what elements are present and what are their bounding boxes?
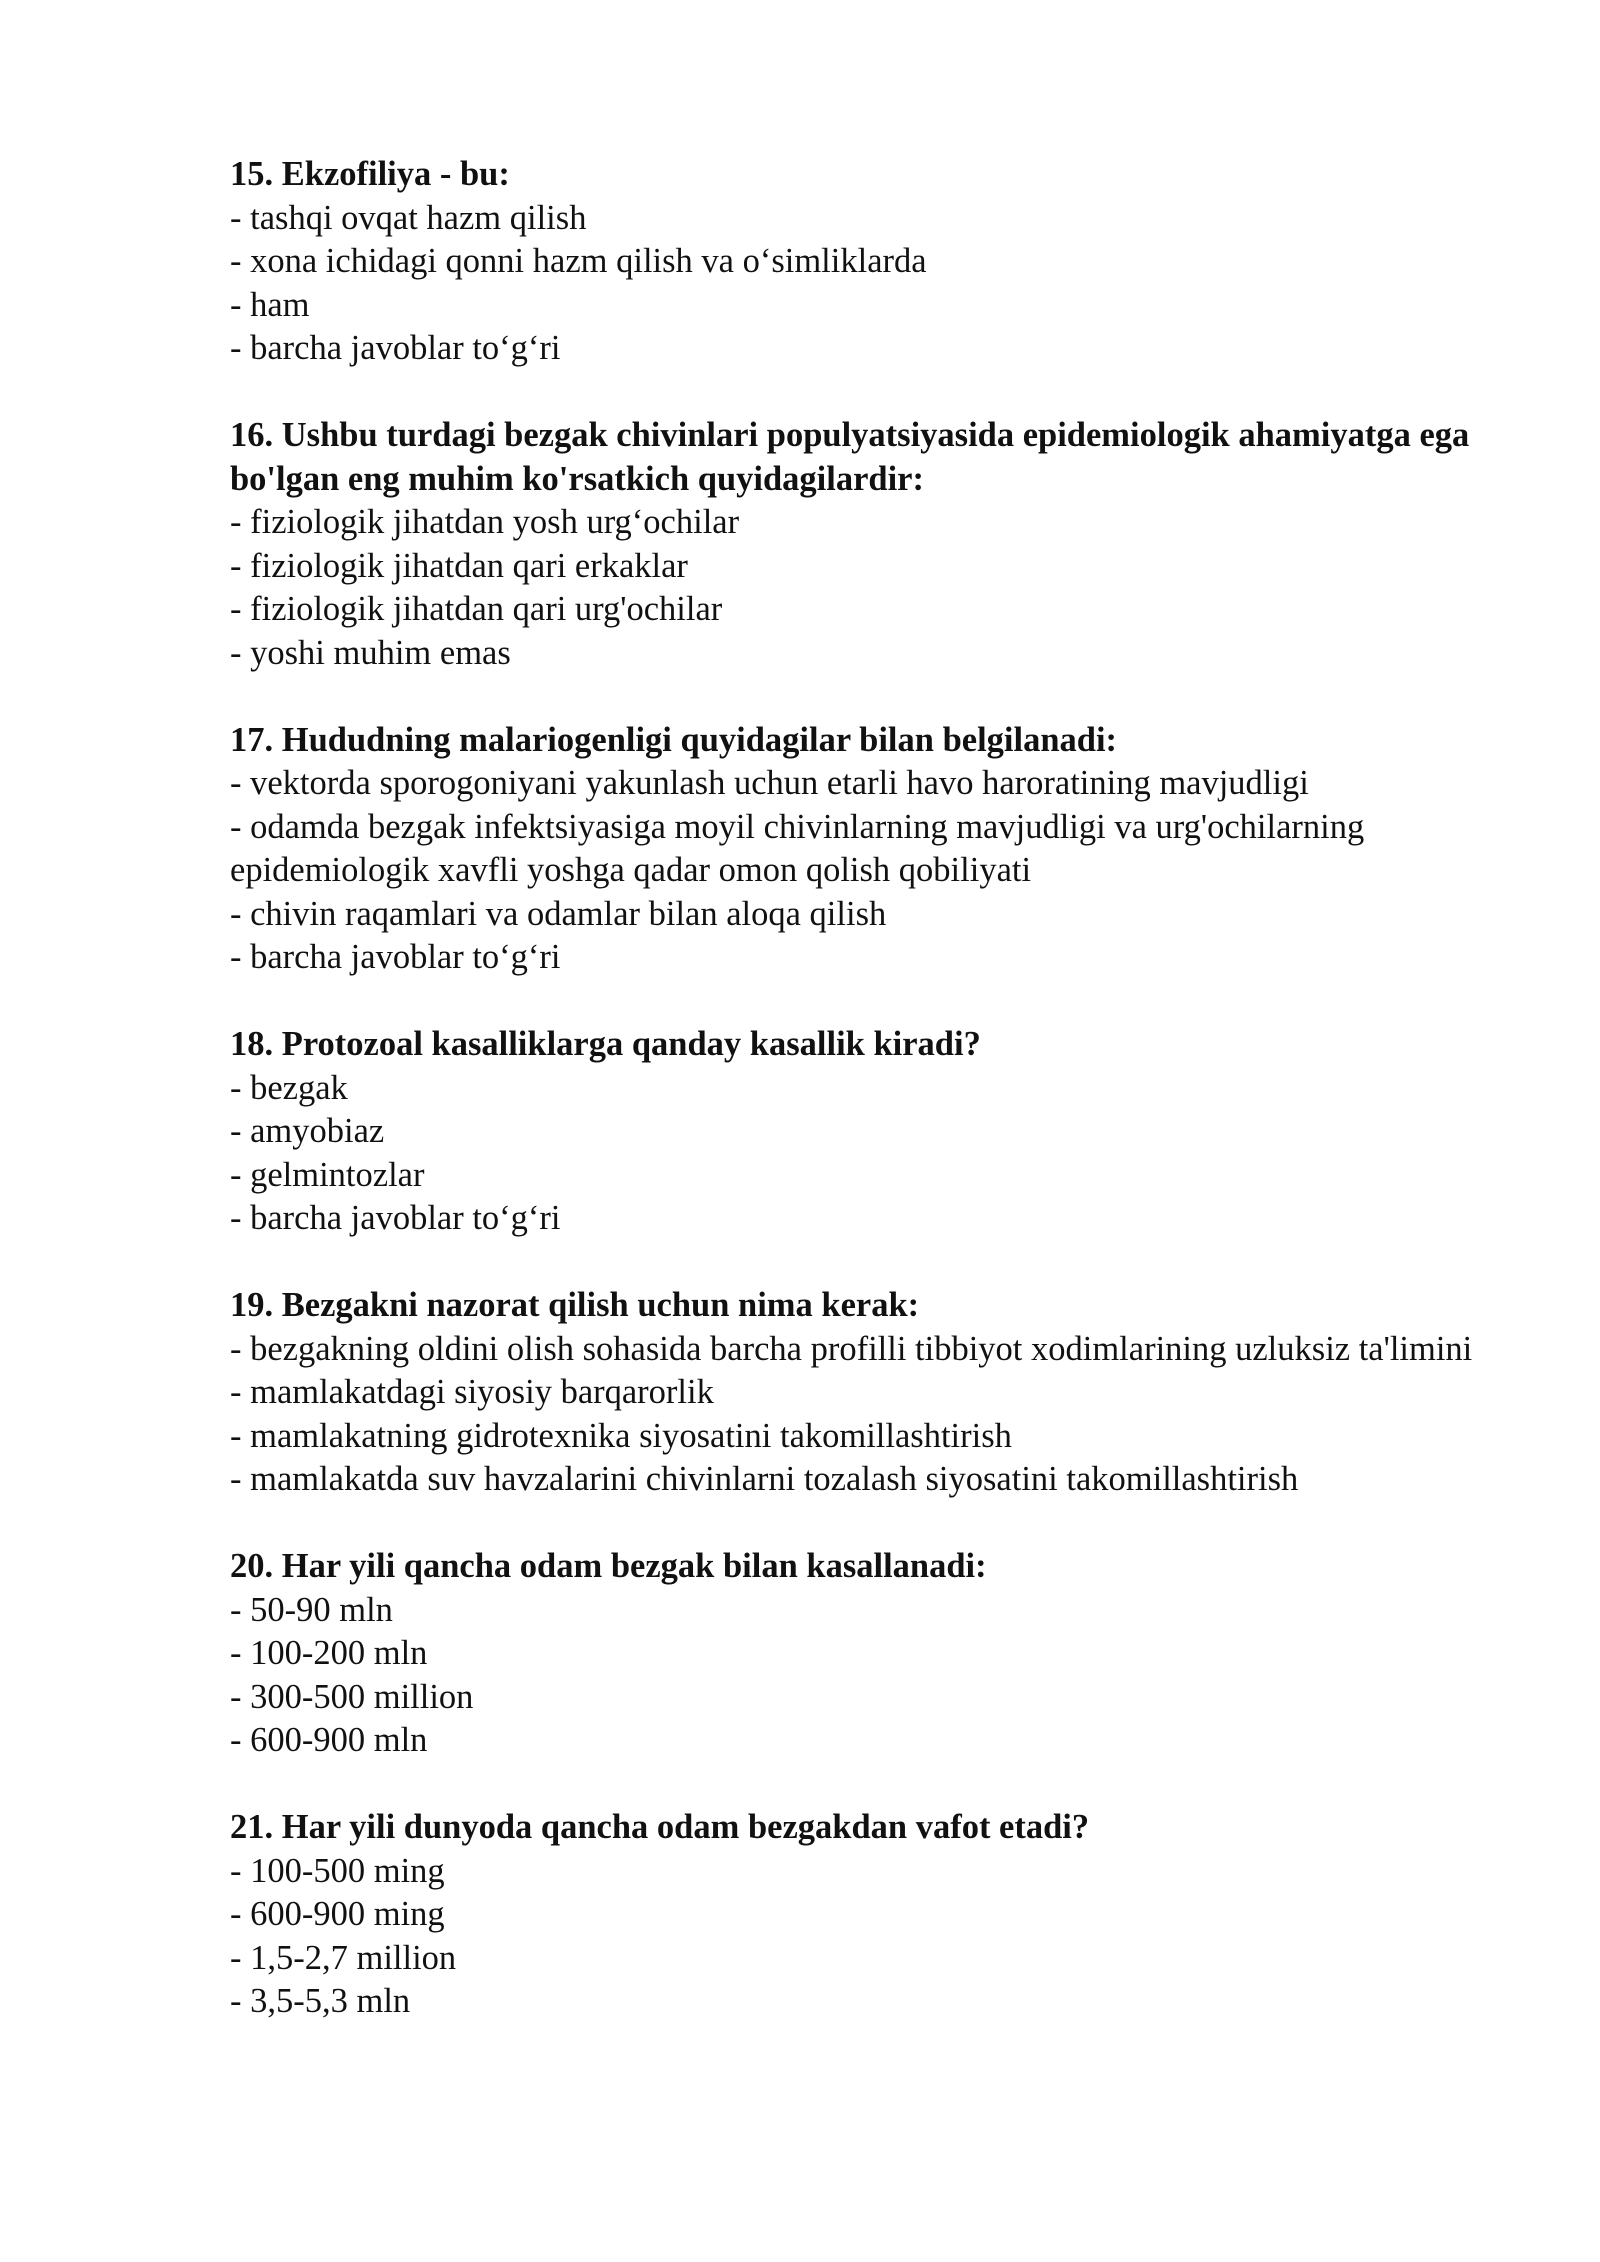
question-15: [230, 153, 1490, 371]
answer-option: - ham: [230, 285, 310, 324]
answer-option: - bezgakning oldini olish sohasida barcha profilli tibbiyot xodimlarining uzluksiz ta'limini: [230, 1329, 1473, 1368]
question-19: [230, 1284, 1490, 1502]
answer-option: - mamlakatning gidrotexnika siyosatini takomillashtirish: [230, 1416, 1012, 1455]
question-title: 16. Ushbu turdagi bezgak chivinlari populyatsiyasida epidemiologik ahamiyatga ega bo'lgan eng muhim ko'rsatkich quyidagilardir:: [230, 416, 1470, 498]
answer-option: - 100-500 ming: [230, 1851, 445, 1890]
question-20: [230, 1545, 1490, 1763]
question-title: 21. Har yili dunyoda qancha odam bezgakdan vafot etadi?: [230, 1808, 1090, 1846]
answer-option: - barcha javoblar to‘g‘ri: [230, 1199, 561, 1237]
answer-option: - odamda bezgak infektsiyasiga moyil chivinlarning mavjudligi va urg'ochilarning epidemiologik xavfli yoshga qadar omon qolish qobiliyati: [230, 807, 1365, 889]
answer-option: - mamlakatda suv havzalarini chivinlarni tozalash siyosatini takomillashtirish: [230, 1460, 1299, 1498]
answer-option: - fiziologik jihatdan qari erkaklar: [230, 546, 688, 585]
document-page: [230, 153, 1490, 2067]
question-18: [230, 1023, 1490, 1241]
answer-option: - gelmintozlar: [230, 1155, 425, 1194]
answer-option: - 600-900 ming: [230, 1895, 445, 1933]
answer-option: - fiziologik jihatdan qari urg'ochilar: [230, 590, 723, 628]
question-title: 18. Protozoal kasalliklarga qanday kasallik kiradi?: [230, 1025, 981, 1063]
question-17: [230, 719, 1490, 980]
answer-option: - xona ichidagi qonni hazm qilish va o‘simliklarda: [230, 242, 927, 280]
answer-option: - 3,5-5,3 mln: [230, 1982, 411, 2020]
answer-option: - chivin raqamlari va odamlar bilan aloqa qilish: [230, 894, 887, 933]
answer-option: - 300-500 million: [230, 1677, 474, 1716]
answer-option: - vektorda sporogoniyani yakunlash uchun etarli havo haroratining mavjudligi: [230, 764, 1309, 802]
answer-option: - 100-200 mln: [230, 1634, 428, 1672]
question-title: 17. Hududning malariogenligi quyidagilar bilan belgilanadi:: [230, 720, 1118, 759]
answer-option: - amyobiaz: [230, 1112, 385, 1150]
answer-option: - 50-90 mln: [230, 1590, 393, 1629]
answer-option: - 600-900 mln: [230, 1721, 428, 1759]
question-21: [230, 1806, 1490, 2024]
question-title: 19. Bezgakni nazorat qilish uchun nima kerak:: [230, 1286, 920, 1324]
question-title: 20. Har yili qancha odam bezgak bilan kasallanadi:: [230, 1547, 987, 1585]
answer-option: - bezgak: [230, 1068, 348, 1107]
question-16: [230, 414, 1490, 675]
answer-option: - tashqi ovqat hazm qilish: [230, 198, 587, 237]
answer-option: - yoshi muhim emas: [230, 633, 511, 672]
question-title: 15. Ekzofiliya - bu:: [230, 155, 510, 193]
answer-option: - mamlakatdagi siyosiy barqarorlik: [230, 1373, 714, 1411]
answer-option: - fiziologik jihatdan yosh urg‘ochilar: [230, 503, 740, 541]
answer-option: - barcha javoblar to‘g‘ri: [230, 938, 561, 976]
answer-option: - barcha javoblar to‘g‘ri: [230, 329, 561, 367]
answer-option: - 1,5-2,7 million: [230, 1938, 457, 1977]
